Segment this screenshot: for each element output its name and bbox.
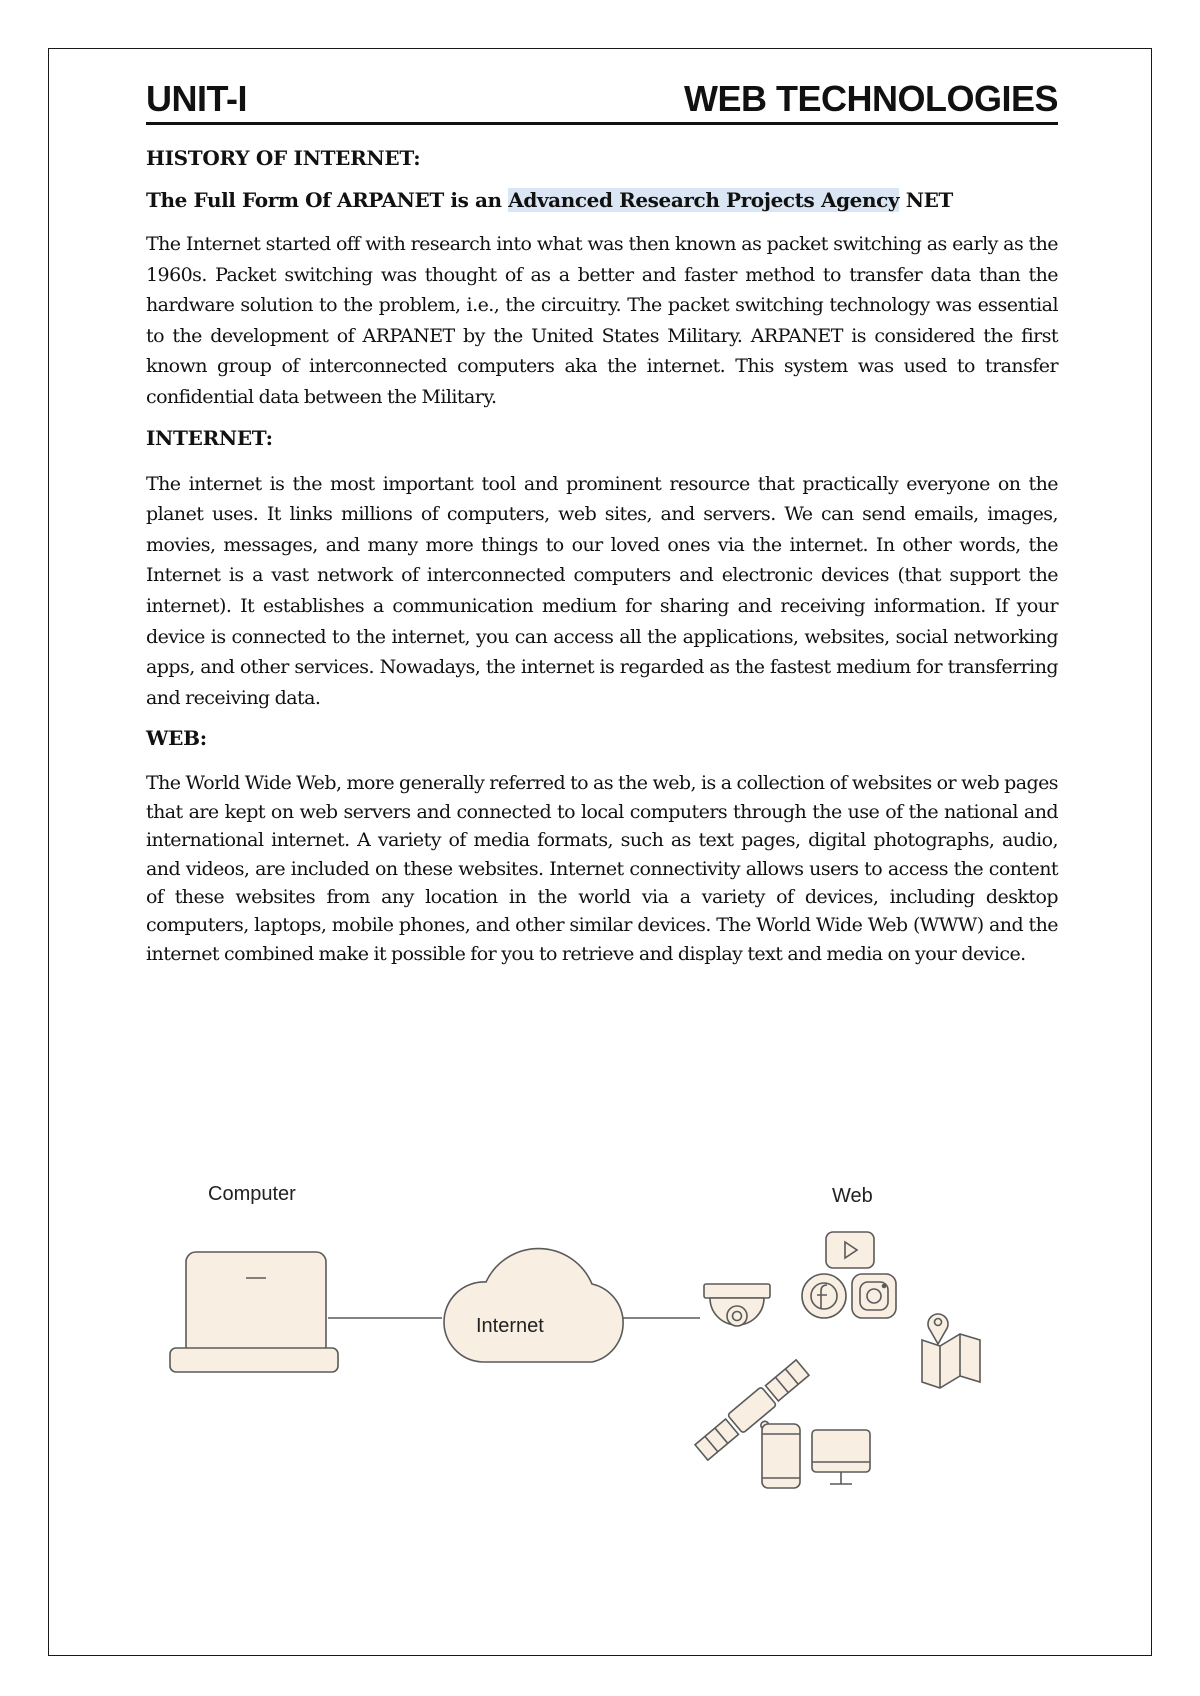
- internet-heading: INTERNET:: [146, 425, 273, 450]
- web-heading: WEB:: [146, 726, 207, 751]
- instagram-icon: [852, 1274, 896, 1318]
- web-paragraph: The World Wide Web, more generally referred to as the web, is a collection of websites or web pages that are kept on web servers and connected to local computers through the use of the national and international internet. A variety of media formats, such as text pages, digital photographs, audio, and videos, are included on these websites. Internet connectivity allows users to access the content of these websites from any location in the world via a variety of devices, including desktop computers, laptops, mobile phones, and other similar devices. The World Wide Web (WWW) and the internet combined make it possible for you to retrieve and display text and media on your device.: [146, 772, 1058, 965]
- web-label: Web: [832, 1185, 873, 1207]
- computer-label: Computer: [208, 1183, 296, 1205]
- history-paragraph: The Internet started off with research into what was then known as packet switching as early as the 1960s. Packet switching was thought of as a better and faster method to transfer data than the hardware solution to the problem, i.e., the circuitry. The packet switching technology was essential to the development of ARPANET by the United States Military. ARPANET is considered the first known group of interconnected computers aka the internet. This system was used to transfer confidential data between the Military.: [146, 233, 1058, 408]
- video-play-icon: [826, 1232, 874, 1268]
- internet-web-diagram: [160, 1172, 1020, 1492]
- internet-paragraph: The internet is the most important tool and prominent resource that practically everyone on the planet uses. It links millions of computers, web sites, and servers. We can send emails, images, movies, messages, and many more things to our loved ones via the internet. In other words, the Internet is a vast network of interconnected computers and electronic devices (that support the internet). It establishes a communication medium for sharing and receiving information. If your device is connected to the internet, you can access all the applications, websites, social networking apps, and other services. Nowadays, the internet is regarded as the fastest medium for transferring and receiving data.: [146, 472, 1058, 709]
- fullform-highlight: Advanced Research Projects Agency: [508, 188, 900, 212]
- cloud-icon: [444, 1249, 623, 1362]
- unit-title: UNIT-I: [146, 78, 247, 119]
- document-content: [146, 76, 1058, 968]
- internet-label: Internet: [476, 1315, 544, 1337]
- laptop-icon: [170, 1252, 338, 1372]
- phone-icon: [762, 1424, 800, 1488]
- facebook-icon: [802, 1274, 846, 1318]
- monitor-icon: [812, 1430, 870, 1484]
- page-header: [146, 76, 1058, 125]
- diagram-svg: [160, 1172, 1020, 1492]
- map-icon: [922, 1314, 980, 1388]
- arpanet-fullform: [146, 185, 1058, 215]
- subject-title: WEB TECHNOLOGIES: [683, 78, 1058, 119]
- security-camera-icon: [704, 1284, 770, 1326]
- fullform-suffix: NET: [899, 188, 953, 212]
- fullform-prefix: The Full Form Of ARPANET is an: [146, 188, 509, 212]
- history-heading: HISTORY OF INTERNET:: [146, 146, 421, 170]
